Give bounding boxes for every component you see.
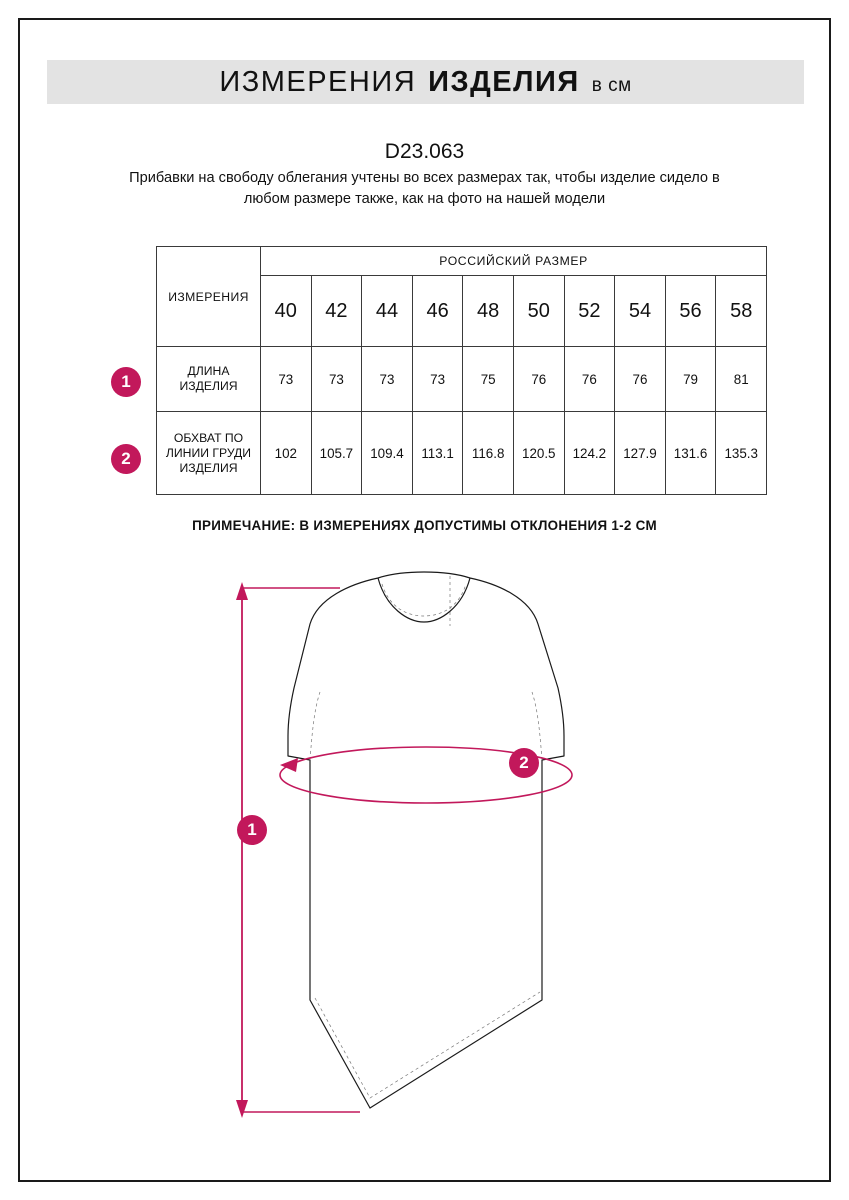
table-note: ПРИМЕЧАНИЕ: В ИЗМЕРЕНИЯХ ДОПУСТИМЫ ОТКЛОНЕНИЯ 1-2 СМ [192, 518, 657, 533]
measure-cell: 73 [261, 347, 312, 412]
table-header-group-row [157, 247, 767, 276]
size-cell: 44 [362, 276, 413, 347]
measure-cell: 116.8 [463, 412, 514, 495]
size-cell: 52 [564, 276, 615, 347]
header-title-units: в см [591, 74, 632, 96]
row-label-chest: ОБХВАТ ПО ЛИНИИ ГРУДИ ИЗДЕЛИЯ [157, 412, 261, 495]
row-marker-2: 2 [111, 444, 141, 474]
measure-cell: 81 [716, 347, 767, 412]
page-inner [20, 20, 829, 1180]
table-row [157, 412, 767, 495]
article-description: Прибавки на свободу облегания учтены во всех размерах так, чтобы изделие сидело в любом размере также, как на фото на нашей модели [129, 170, 720, 207]
measure-cell: 120.5 [513, 412, 564, 495]
header-title [219, 66, 631, 99]
header-banner [47, 60, 804, 104]
size-table [156, 246, 767, 495]
measure-cell: 73 [412, 347, 463, 412]
table-group-header: РОССИЙСКИЙ РАЗМЕР [261, 247, 767, 276]
size-cell: 50 [513, 276, 564, 347]
illustration-marker-length: 1 [237, 815, 267, 845]
measure-cell: 102 [261, 412, 312, 495]
measure-cell: 79 [665, 347, 716, 412]
illustration-marker-chest: 2 [509, 748, 539, 778]
measure-cell: 109.4 [362, 412, 413, 495]
size-cell: 42 [311, 276, 362, 347]
measure-cell: 75 [463, 347, 514, 412]
header-title-part2: ИЗДЕЛИЯ [428, 65, 580, 98]
measure-cell: 73 [311, 347, 362, 412]
measure-cell: 76 [615, 347, 666, 412]
document-page [18, 18, 831, 1182]
size-cell: 40 [261, 276, 312, 347]
row-marker-1: 1 [111, 367, 141, 397]
size-cell: 58 [716, 276, 767, 347]
measure-cell: 113.1 [412, 412, 463, 495]
measure-cell: 105.7 [311, 412, 362, 495]
table-corner-label: ИЗМЕРЕНИЯ [157, 247, 261, 347]
measure-cell: 127.9 [615, 412, 666, 495]
measure-cell: 73 [362, 347, 413, 412]
size-cell: 56 [665, 276, 716, 347]
table-row [157, 347, 767, 412]
row-label-length: ДЛИНА ИЗДЕЛИЯ [157, 347, 261, 412]
measure-cell: 124.2 [564, 412, 615, 495]
header-title-part1: ИЗМЕРЕНИЯ [219, 65, 417, 98]
measure-cell: 131.6 [665, 412, 716, 495]
size-cell: 48 [463, 276, 514, 347]
garment-technical-drawing [210, 560, 650, 1140]
measure-cell: 76 [564, 347, 615, 412]
measure-cell: 76 [513, 347, 564, 412]
size-cell: 46 [412, 276, 463, 347]
size-cell: 54 [615, 276, 666, 347]
size-table-wrapper [156, 246, 766, 495]
measure-cell: 135.3 [716, 412, 767, 495]
article-code: D23.063 [384, 140, 465, 163]
